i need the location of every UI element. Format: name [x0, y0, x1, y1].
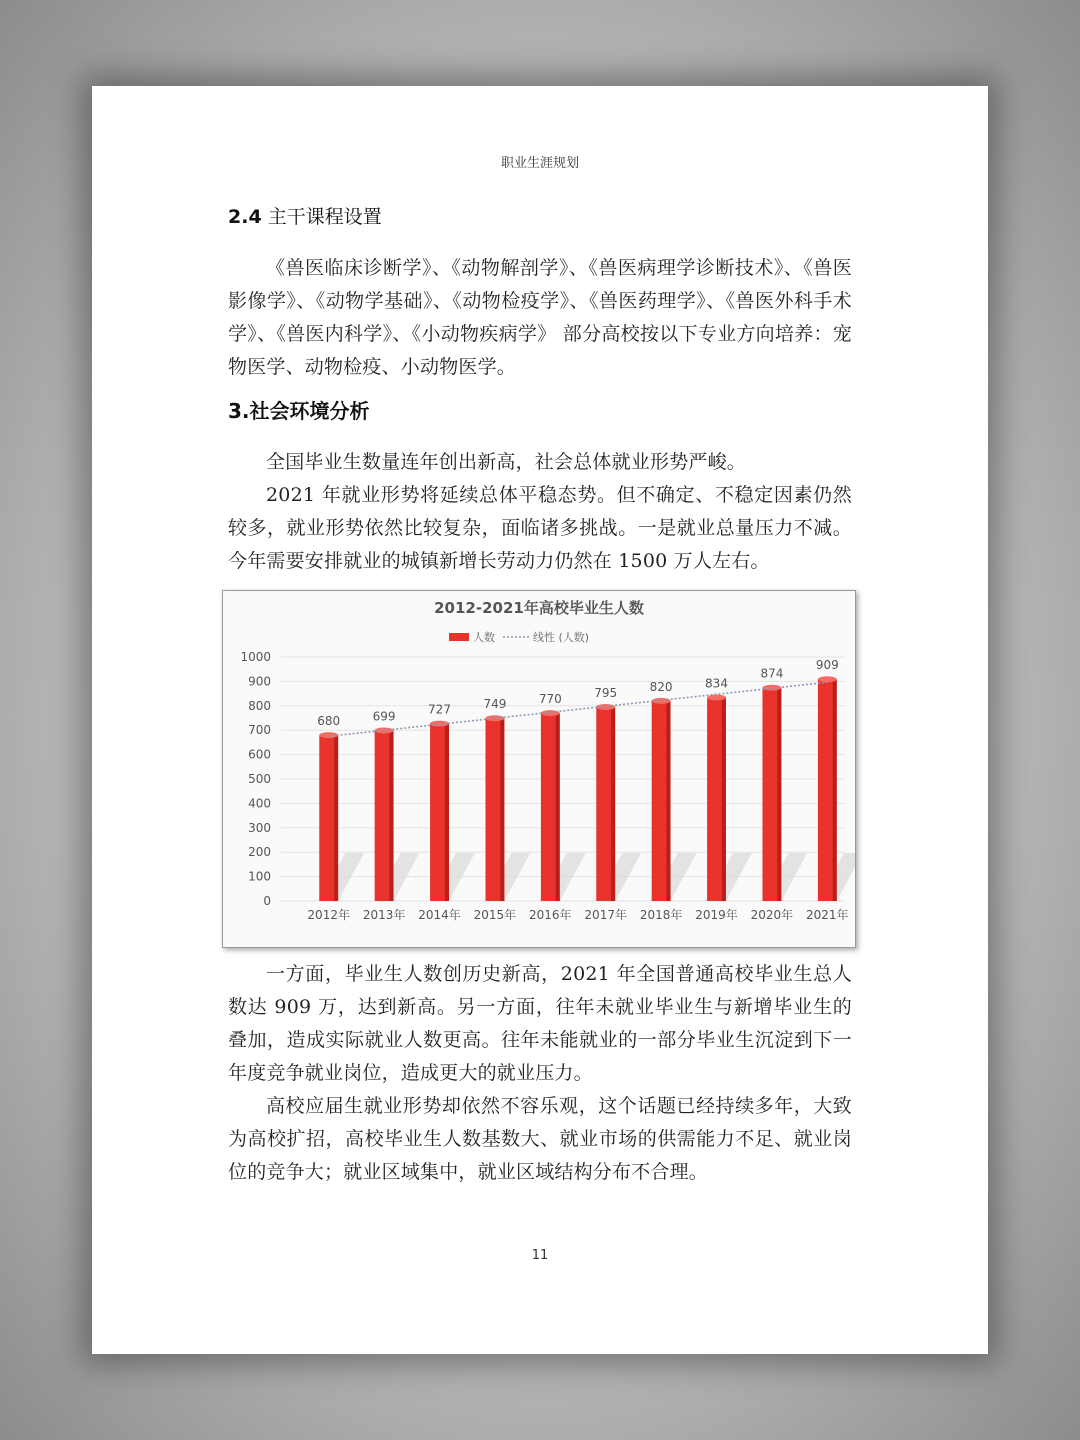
section-title: 主干课程设置: [267, 206, 382, 228]
legend-label-bars: 人数: [473, 631, 495, 644]
data-label: 749: [483, 697, 507, 712]
paragraph-1: 全国毕业生数量连年创出新高，社会总体就业形势严峻。: [266, 451, 747, 473]
bar-side: [667, 701, 671, 901]
x-tick-label: 2019年: [695, 908, 738, 922]
y-tick-label: 600: [248, 747, 271, 762]
y-tick-label: 400: [248, 796, 271, 811]
data-label: 699: [372, 709, 396, 724]
legend-label-trend: 线性 (人数): [533, 631, 590, 644]
running-header: 职业生涯规划: [500, 156, 579, 171]
bar-side: [777, 688, 781, 901]
y-tick-label: 900: [248, 674, 271, 689]
legend-swatch-bars: [449, 633, 469, 641]
x-tick-label: 2012年: [307, 908, 350, 922]
graduates-bar-chart: [222, 590, 856, 948]
paragraph-4: 高校应届生就业形势却依然不容乐观，这个话题已经持续多年，大致为高校扩招，高校毕业生人数基数大、就业市场的供需能力不足、就业岗位的竞争大；就业区域集中，就业区域结构分布不合理。: [228, 1095, 852, 1183]
data-label: 680: [317, 714, 341, 729]
bar-side: [390, 730, 394, 901]
bar-side: [722, 698, 726, 901]
x-tick-label: 2013年: [362, 908, 406, 922]
page-content: [228, 204, 852, 1189]
x-tick-label: 2017年: [584, 908, 627, 922]
y-tick-label: 200: [248, 845, 271, 860]
x-tick-label: 2020年: [750, 908, 794, 922]
data-label: 820: [649, 679, 673, 694]
document-page: [92, 86, 988, 1354]
y-tick-label: 0: [263, 894, 271, 908]
bar-side: [334, 735, 338, 901]
data-label: 770: [538, 692, 562, 707]
x-tick-label: 2018年: [639, 908, 683, 922]
bar-side: [500, 718, 504, 901]
bar-top: [707, 695, 726, 701]
paragraph-2: 2021 年就业形势将延续总体平稳态势。但不确定、不稳定因素仍然较多，就业形势依然比较复杂，面临诸多挑战。一是就业总量压力不减。今年需要安排就业的城镇新增长劳动力仍然在 1500 万人左右。: [228, 484, 852, 572]
chart-svg: [223, 591, 855, 947]
bar-side: [445, 724, 449, 901]
data-label: 834: [705, 676, 728, 691]
chart-title: 2012-2021年高校毕业生人数: [434, 599, 644, 617]
x-tick-label: 2015年: [473, 908, 517, 922]
section-heading-3: 3.社会环境分析: [228, 399, 370, 423]
bar-side: [833, 679, 837, 901]
x-tick-label: 2021年: [806, 908, 849, 922]
y-tick-label: 1000: [240, 650, 271, 664]
y-tick-label: 300: [248, 820, 271, 835]
data-label: 727: [428, 702, 451, 717]
x-tick-label: 2014年: [418, 908, 461, 922]
section-number: 2.4: [228, 206, 262, 228]
data-label: 874: [760, 666, 784, 681]
data-label: 795: [594, 686, 618, 701]
y-tick-label: 700: [248, 723, 271, 738]
bar-top: [319, 732, 338, 738]
section-heading-2-4: [228, 204, 852, 230]
bar-side: [611, 707, 615, 901]
course-list-paragraph: 《兽医临床诊断学》、《动物解剖学》、《兽医病理学诊断技术》、《兽医影像学》、《动物学基础》、《动物检疫学》、《兽医药理学》、《兽医外科手术学》、《兽医内科学》、《小动物疾病学》 部分高校按以下专业方向培养：宠物医学、动物检疫、小动物医学。: [228, 257, 852, 378]
bar-side: [556, 713, 560, 901]
data-label: 909: [815, 658, 839, 673]
y-tick-label: 500: [248, 772, 271, 786]
page-number: 11: [531, 1248, 549, 1263]
paragraph-3: 一方面，毕业生人数创历史新高，2021 年全国普通高校毕业生总人数达 909 万，达到新高。另一方面，往年未就业毕业生与新增毕业生的叠加，造成实际就业人数更高。往年未能就业的一部分毕业生沉淀到下一年度竞争就业岗位，造成更大的就业压力。: [228, 963, 852, 1084]
y-tick-label: 800: [248, 698, 271, 713]
trendline: [329, 679, 828, 736]
bar-top: [818, 676, 837, 682]
y-tick-label: 100: [248, 869, 271, 884]
x-tick-label: 2016年: [529, 908, 572, 922]
